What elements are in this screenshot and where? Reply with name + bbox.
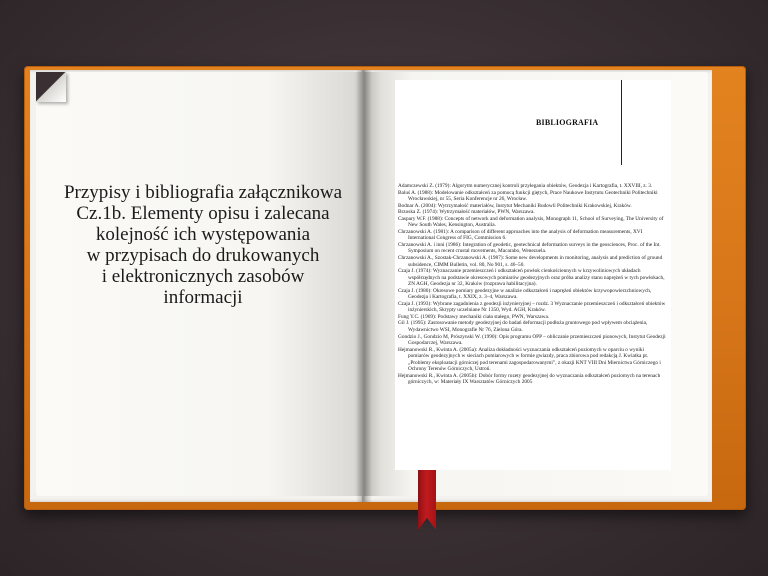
title-line: Cz.1b. Elementy opisu i zalecana bbox=[76, 203, 330, 224]
title-line: w przypisach do drukowanych bbox=[86, 245, 320, 266]
bookmark-ribbon bbox=[418, 470, 436, 530]
bibliography-entry: Brzoska Z. (1974): Wytrzymałość materiałów, PWN, Warszawa. bbox=[398, 209, 535, 216]
bibliography-entry: Fung Y.C. (1969): Podstawy mechaniki ciała stałego, PWN, Warszawa. bbox=[398, 313, 550, 320]
bibliography-entry: Czaja J. (1980): Okresowe pomiary geodezyjne w analizie odkształceń i naprężeń obiektów krzywopowierzchniowych, Geodezja i Kartografia, t. XXIX, z. 3–4, Warszawa. bbox=[398, 287, 652, 301]
page-curl-icon bbox=[36, 72, 66, 102]
bibliography-entry: Adamczewski Z. (1979): Algorytm numerycznej kontroli przyłegania obiektów, Geodezja i Kartografia, t. XXVIII, z. 3. bbox=[398, 183, 653, 189]
bibliography-entry: Gil J. (1995): Zastosowanie metody geodezyjnej do badań deformacji podłoża gruntowego pod wpływem obciążenia, Wydawnictwo WSI, Monografie Nr 76, Zielona Góra. bbox=[398, 320, 648, 334]
bibliography-entry: Czaja J. (1993): Wybrane zagadnienia z geodezji inżynieryjnej – rozdz. 3 Wyznaczanie przemieszczeń i odkształceń obiektów inżynierskich, Skrypty uczelniane Nr 1350, Wyd. AGH, Kraków. bbox=[398, 300, 666, 314]
title-line: kolejność ich występowania bbox=[95, 224, 311, 245]
bibliography-entry: Hejmanowski R., Kwinta A. (2005a): Analiza dokładności wyznaczania odkształceń poziomych w oparciu o wyniki pomiarów geodezyjnych w sieciach pomiarowych w formie gwiazdy, praca zbiorowa pod redakcją J. Kwiatka pt. „Problemy eksploatacji górniczej pod terenami zagospodarowanymi”, z okazji KNT VIII Dni Miernictwa Górniczego i Ochrony Terenów Górniczych, Ustroń. bbox=[398, 346, 661, 373]
title-line: Przypisy i bibliografia załącznikowa bbox=[63, 182, 343, 203]
slide-title bbox=[44, 182, 362, 308]
title-line: i elektronicznych zasobów bbox=[101, 266, 305, 287]
bibliography-entry: Baluś A. (1988): Modelowanie odkształceń za pomocą funkcji giętych, Prace Naukowe Instytutu Geotechniki Politechniki Wrocławskiej, nr 55, Seria Konferencje nr 26, Wrocław. bbox=[398, 189, 658, 203]
bibliography-list bbox=[398, 183, 666, 386]
bibliography-entry: Bodnar A. (2004): Wytrzymałość materiałów, Instytut Mechaniki Budowli Politechniki Krakowskiej, Kraków. bbox=[398, 202, 632, 209]
bibliography-heading: BIBLIOGRAFIA bbox=[536, 118, 599, 127]
bibliography-entry: Hejmanowski R., Kwinta A. (2005b): Dobór formy rozety geodezyjnej do wyznaczania odkształceń poziomych na terenach górniczych, w: Materiały IX Warsztatów Górniczych 2005 bbox=[398, 372, 661, 386]
title-line: informacji bbox=[163, 287, 243, 308]
bibliography-entry: Chrzanowski A. i inni (1986): Integration of geodetic, geotechnical deformation surveys in the geosciences, Proc. of the Int. Symposium on recent crustal movements, Macarabo, Wenezuela. bbox=[398, 241, 661, 255]
bibliography-entry: Gondzio J., Gondzio M, Prószynski W. (1990): Opis programu OPP – obliczanie przemieszczeń pionowych, Instytut Geodezji Gospodarczej, Warszawa. bbox=[398, 333, 666, 347]
bibliography-entry: Chrzanowski A. (1981): A comparison of different approaches into the analysis of deformation measurements, XVI International Congress of FIG, Commission 6. bbox=[398, 228, 643, 242]
bibliography-entry: Chrzanowski A., Szostak-Chrzanowski A. (1987): Some new developments in monitoring, analysis and prediction of ground subsidence, CIMM Bulletin, vol. 80, No 901, s. 46–50. bbox=[398, 255, 663, 268]
bibliography-entry: Caspary W.F. (1988): Concepts of network and deformation analysis, Monograph 11, School of Surveying, The University of New South Wales, Kensington, Australia. bbox=[398, 215, 664, 229]
vertical-rule bbox=[621, 80, 622, 165]
bibliography-entry: Czaja J. (1974): Wyznaczanie przemieszczeń i odkształceń powłok cienkościennych w krzywoliniowych układach współrzędnych na podstawie okresowych pomiarów geodezyjnych oraz próba analizy stanu naprężeń w tych powłokach, ZN AGH, Geodezja nr 32, Kraków (rozprawa habilitacyjna). bbox=[398, 268, 665, 288]
